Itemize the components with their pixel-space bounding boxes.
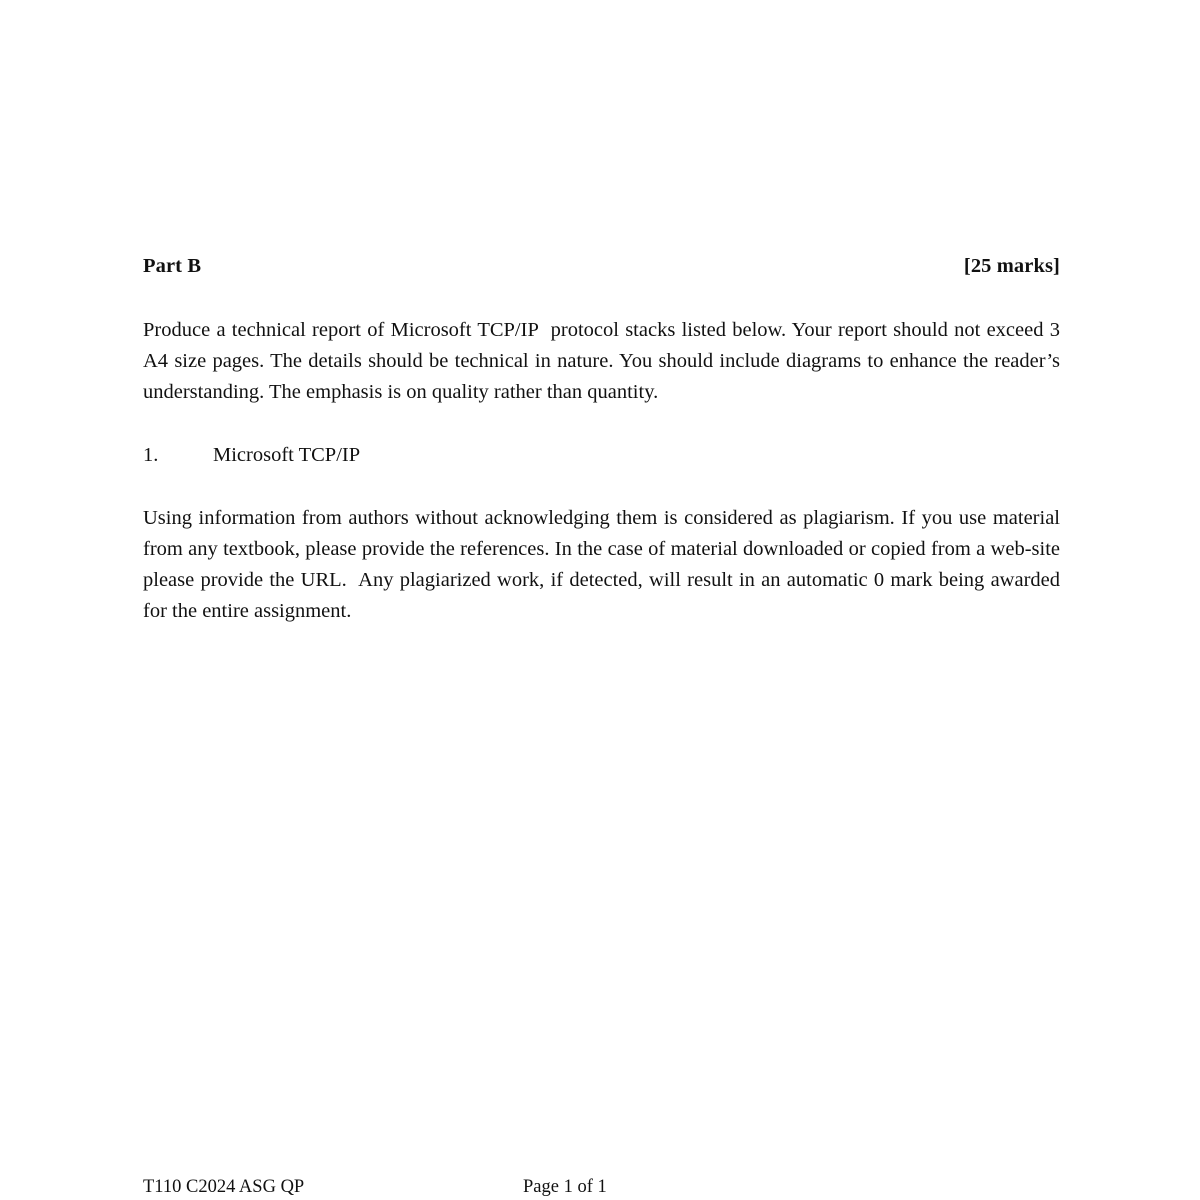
footer-document-code: T110 C2024 ASG QP bbox=[143, 1177, 305, 1197]
list-item-number: 1. bbox=[143, 444, 159, 466]
intro-paragraph: Produce a technical report of Microsoft TCP/IP protocol stacks listed below. Your report should not exceed 3 A4 size pages. The details should be technical in nature. You should include diagrams to enhance the reader’s understanding. The emphasis is on quality rather than quantity. bbox=[143, 319, 1066, 403]
document-body bbox=[143, 252, 1066, 627]
footer-page-number: Page 1 of 1 bbox=[523, 1177, 607, 1197]
page-footer bbox=[143, 1122, 1060, 1200]
list-item-label: Microsoft TCP/IP bbox=[213, 444, 361, 466]
list-item bbox=[143, 440, 1060, 471]
plagiarism-paragraph: Using information from authors without acknowledging them is considered as plagiarism. If you use material from any textbook, please provide the references. In the case of material downloaded or copied from a web-site please provide the URL. Any plagiarized work, if detected, will result in an automatic 0 mark being awarded for the entire assignment. bbox=[143, 507, 1066, 622]
footer-inner bbox=[143, 1174, 1060, 1200]
marks-badge: [25 marks] bbox=[963, 255, 1060, 277]
section-heading-row bbox=[143, 252, 1060, 280]
page-title: Part B bbox=[143, 255, 202, 277]
